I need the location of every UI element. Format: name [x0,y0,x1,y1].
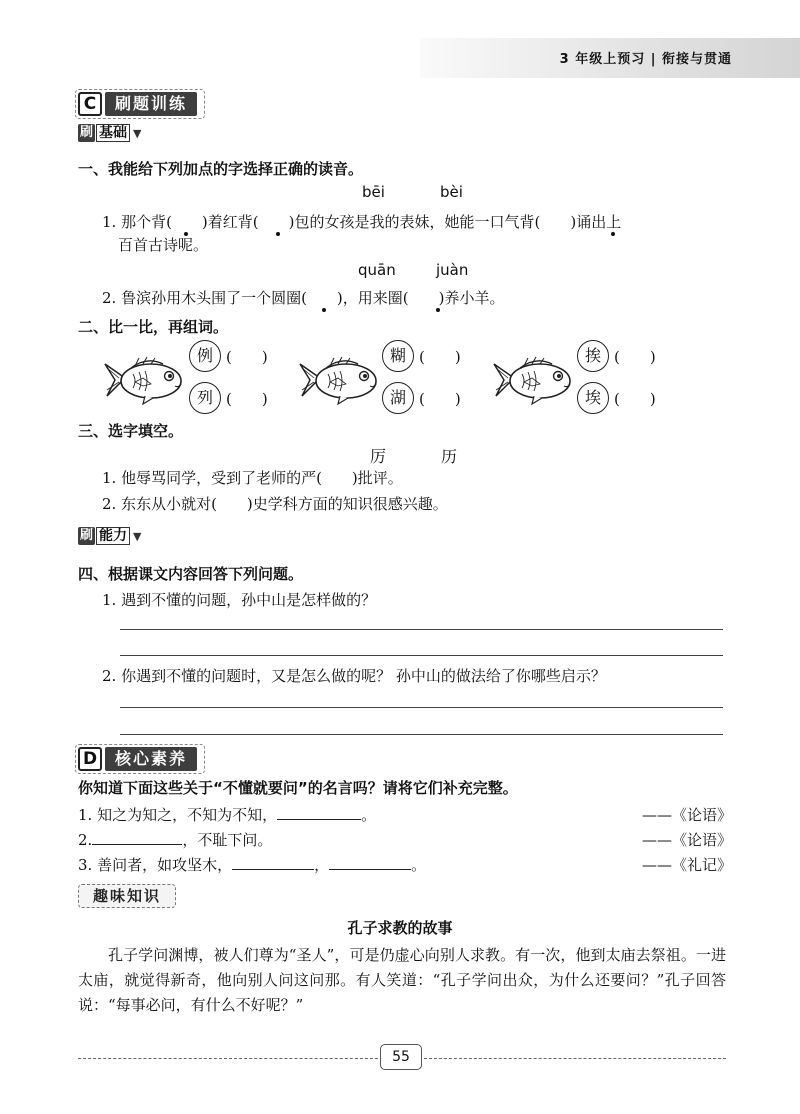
quote-1 [78,804,376,825]
section-c-title: 刷题训练 [105,92,197,116]
q4-title: 四、根据课文内容回答下列问题。 [78,565,304,583]
story-body: 孔子学问渊博，被人们尊为“圣人”，可是仍虚心向别人求教。有一次，他到太庙去祭祖。一进太庙，就觉得新奇，他向别人问这问那。有人笑道：“孔子学问出众，为什么还要问？”孔子回答说：“每事必问，有什么不好呢？” [78,946,726,1014]
answer-paren[interactable]: ( ) [226,390,268,408]
q1-item1-line1: 1. 那个背( )着红背( )包的女孩是我的表妹，她能一口气背( )诵出上 [102,213,622,231]
answer-line[interactable] [120,629,723,630]
quote-1-source: ——《论语》 [642,806,733,824]
char-circle: 湖 [382,382,414,414]
q1-pinyin-a: bēi [362,183,385,201]
quote-2-end: ，不耻下问。 [182,831,273,849]
basic-tag: 刷 [80,125,94,140]
section-d-question: 你知道下面这些关于“不懂就要问”的名言吗？请将它们补充完整。 [78,779,518,797]
q3-choice-b: 历 [441,447,458,466]
basic-label: 基础 [96,124,130,142]
quote-1-text: 1. 知之为知之，不知为不知， [78,806,278,824]
q3-choice-a: 厉 [370,447,387,466]
header-title: 3 年级上预习 | 衔接与贯通 [559,52,732,67]
char-circle: 挨 [577,340,609,372]
q1-pinyin-c: quān [358,261,396,279]
quote-3-mid: ， [314,856,330,874]
section-c-heading [78,91,197,117]
footer-divider [78,1058,378,1059]
answer-paren[interactable]: ( ) [419,390,461,408]
fill-blank[interactable] [92,831,182,845]
fish-icon [103,356,187,406]
q1-item1-line2: 百首古诗呢。 [118,236,209,254]
q4-item2: 2. 你遇到不懂的问题时，又是怎么做的呢？ 孙中山的做法给了你哪些启示？ [102,667,606,685]
emphasis-dot [322,308,326,312]
q3-item1: 1. 他辱骂同学，受到了老师的严( )批评。 [102,469,403,487]
ability-label: 能力 [96,527,130,545]
triangle-down-icon: ▼ [133,529,142,543]
q2-title: 二、比一比，再组词。 [78,318,229,336]
section-d-title: 核心素养 [105,747,197,771]
q1-pinyin-b: bèi [440,183,463,201]
char-circle: 列 [189,382,221,414]
quote-1-end: 。 [361,806,377,824]
fun-knowledge-tag: 趣味知识 [78,884,176,908]
quote-3-end: 。 [411,856,427,874]
story-title: 孔子求教的故事 [347,919,453,937]
q3-item2: 2. 东东从小就对( )史学科方面的知识很感兴趣。 [102,495,448,513]
quote-2-text: 2. [78,831,93,849]
q1-item2: 2. 鲁滨孙用木头围了一个圆圈( )，用来圈( )养小羊。 [102,289,505,307]
section-c-letter: C [78,92,102,116]
char-circle: 例 [189,340,221,372]
answer-paren[interactable]: ( ) [419,348,461,366]
section-d-letter: D [78,747,102,771]
answer-line[interactable] [120,734,723,735]
q1-pinyin-d: juàn [436,261,469,279]
quote-2-source: ——《论语》 [642,831,733,849]
page-number: 55 [380,1044,422,1070]
ability-tag: 刷 [80,528,94,543]
q4-item1: 1. 遇到不懂的问题，孙中山是怎样做的？ [102,591,377,609]
q3-title: 三、选字填空。 [78,422,184,440]
quote-3-text: 3. 善问者，如攻坚木， [78,856,233,874]
emphasis-dot [436,308,440,312]
answer-paren[interactable]: ( ) [614,390,656,408]
basic-subheading [78,124,141,142]
answer-line[interactable] [120,707,723,708]
char-circle: 埃 [577,382,609,414]
char-circle: 糊 [382,340,414,372]
quote-3-source: ——《礼记》 [642,856,733,874]
footer-divider [424,1058,726,1059]
answer-line[interactable] [120,655,723,656]
fill-blank[interactable] [329,856,411,870]
fill-blank[interactable] [232,856,314,870]
fish-icon [298,356,382,406]
answer-paren[interactable]: ( ) [614,348,656,366]
emphasis-dot [276,232,280,236]
ability-subheading [78,527,141,545]
answer-paren[interactable]: ( ) [226,348,268,366]
fish-icon [492,356,576,406]
q1-title: 一、我能给下列加点的字选择正确的读音。 [78,160,364,178]
section-d-heading [78,746,197,772]
triangle-down-icon: ▼ [133,126,142,140]
fill-blank[interactable] [277,806,361,820]
quote-2 [78,829,272,850]
emphasis-dot [611,232,615,236]
quote-3 [78,854,426,875]
